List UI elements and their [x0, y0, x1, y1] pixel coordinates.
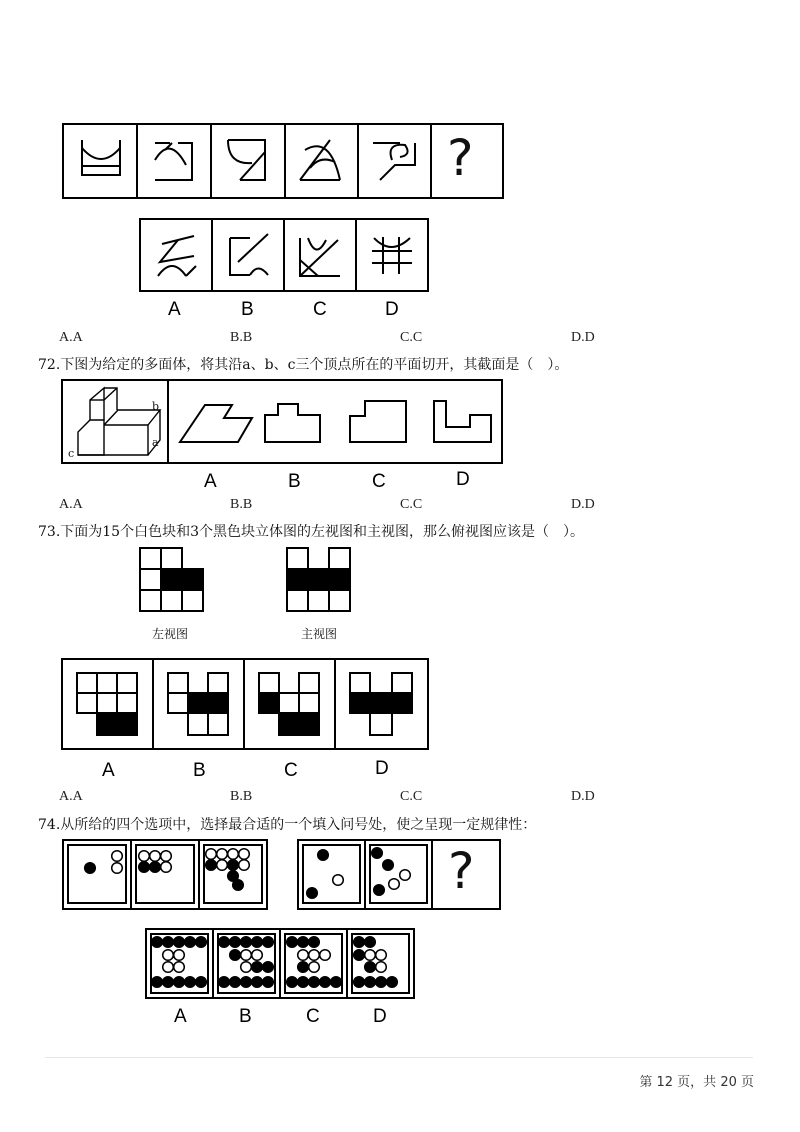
q72-answer-c[interactable]: C.C	[400, 497, 423, 512]
q73-question-text: 73.下面为15个白色块和3个黑色块立体图的左视图和主视图，那么俯视图应该是（ ）。	[38, 524, 584, 540]
q73-answer-d[interactable]: D.D	[571, 789, 595, 804]
q73-answer-b[interactable]: B.B	[230, 789, 253, 804]
q71-option-label-a: A	[168, 299, 181, 320]
q74-black-dot	[307, 888, 318, 899]
q74-black-dot	[219, 977, 230, 988]
footer-divider	[45, 1057, 753, 1058]
q74-black-dot	[320, 977, 331, 988]
q74-white-dot	[150, 851, 161, 862]
page-number: 第 12 页，共 20 页	[639, 1075, 754, 1090]
q72-answer-b[interactable]: B.B	[230, 497, 253, 512]
q71-answer-c[interactable]: C.C	[400, 330, 423, 345]
q74-white-dot	[320, 950, 331, 961]
q73-option-label-b: B	[193, 760, 206, 781]
q74-black-dot	[309, 977, 320, 988]
q74-white-dot	[112, 863, 123, 874]
q71-option-label-d: D	[385, 299, 399, 320]
q72-option-label-d: D	[456, 469, 470, 490]
q73-answer-a[interactable]: A.A	[59, 789, 83, 804]
q74-white-dot	[217, 860, 228, 871]
q74-black-dot	[233, 880, 244, 891]
q74-black-dot	[230, 950, 241, 961]
q74-white-dot	[365, 950, 376, 961]
q74-black-dot	[174, 977, 185, 988]
q74-black-dot	[374, 885, 385, 896]
q74-black-dot	[185, 937, 196, 948]
q74-white-dot	[228, 849, 239, 860]
q74-dots	[85, 848, 411, 988]
q71-answer-b[interactable]: B.B	[230, 330, 253, 345]
q72-vertex-c: c	[68, 447, 75, 460]
q72-option-label-a: A	[204, 471, 217, 492]
q74-white-dot	[217, 849, 228, 860]
q72-answer-a[interactable]: A.A	[59, 497, 83, 512]
q74-black-dot	[163, 977, 174, 988]
q74-black-dot	[150, 862, 161, 873]
q74-white-dot	[139, 851, 150, 862]
q74-black-dot	[263, 962, 274, 973]
q74-white-dot	[298, 950, 309, 961]
q74-black-dot	[196, 977, 207, 988]
q74-white-dot	[239, 849, 250, 860]
q74-black-dot	[252, 937, 263, 948]
q71-answer-d[interactable]: D.D	[571, 330, 595, 345]
q74-white-dot	[376, 962, 387, 973]
q74-white-dot	[163, 962, 174, 973]
q74-white-dot	[174, 950, 185, 961]
q74-black-dot	[185, 977, 196, 988]
q74-black-dot	[241, 977, 252, 988]
q74-white-dot	[163, 950, 174, 961]
q74-black-dot	[263, 937, 274, 948]
q74-black-dot	[331, 977, 342, 988]
q71-option-label-c: C	[313, 299, 327, 320]
q74-black-dot	[219, 937, 230, 948]
q74-black-dot	[383, 860, 394, 871]
q74-black-dot	[365, 977, 376, 988]
q74-black-dot	[309, 937, 320, 948]
q74-black-dot	[174, 937, 185, 948]
q74-black-dot	[263, 977, 274, 988]
q74-option-label-a: A	[174, 1006, 187, 1027]
q74-white-dot	[252, 950, 263, 961]
q74-black-dot	[365, 937, 376, 948]
q74-black-dot	[139, 862, 150, 873]
q74-black-dot	[152, 937, 163, 948]
q73-front-view-caption: 主视图	[301, 627, 338, 641]
q74-black-dot	[287, 937, 298, 948]
q74-white-dot	[389, 879, 400, 890]
q74-black-dot	[152, 977, 163, 988]
q74-question-mark: ?	[448, 842, 475, 900]
q74-black-dot	[230, 977, 241, 988]
q73-option-label-a: A	[102, 760, 115, 781]
q73-answer-c[interactable]: C.C	[400, 789, 423, 804]
q74-white-dot	[309, 950, 320, 961]
q74-black-dot	[163, 937, 174, 948]
q74-black-dot	[196, 937, 207, 948]
q74-white-dot	[241, 950, 252, 961]
q73-option-label-c: C	[284, 760, 298, 781]
q74-white-dot	[239, 860, 250, 871]
q74-white-dot	[206, 849, 217, 860]
q74-black-dot	[287, 977, 298, 988]
q73-left-view-caption: 左视图	[152, 627, 189, 641]
q74-option-label-b: B	[239, 1006, 252, 1027]
q73-option-label-d: D	[375, 758, 389, 779]
q74-black-dot	[241, 937, 252, 948]
q72-option-label-b: B	[288, 471, 301, 492]
q74-black-dot	[230, 937, 241, 948]
q74-white-dot	[333, 875, 344, 886]
q74-black-dot	[354, 950, 365, 961]
q72-option-label-c: C	[372, 471, 386, 492]
q71-answer-a[interactable]: A.A	[59, 330, 83, 345]
q74-black-dot	[372, 848, 383, 859]
q74-black-dot	[252, 962, 263, 973]
q74-black-dot	[365, 962, 376, 973]
q74-black-dot	[376, 977, 387, 988]
q71-question-mark: ?	[447, 129, 474, 187]
q72-vertex-a: a	[152, 436, 159, 449]
q74-black-dot	[354, 977, 365, 988]
q74-black-dot	[85, 863, 96, 874]
q74-black-dot	[206, 860, 217, 871]
q74-black-dot	[298, 937, 309, 948]
q74-white-dot	[112, 851, 123, 862]
q72-answer-d[interactable]: D.D	[571, 497, 595, 512]
q74-white-dot	[376, 950, 387, 961]
q72-question-text: 72.下图为给定的多面体，将其沿a、b、c三个顶点所在的平面切开，其截面是（ ）。	[38, 357, 569, 373]
q74-black-dot	[298, 977, 309, 988]
q74-black-dot	[228, 860, 239, 871]
q74-option-label-c: C	[306, 1006, 320, 1027]
q74-black-dot	[354, 937, 365, 948]
q71-option-label-b: B	[241, 299, 254, 320]
q74-black-dot	[298, 962, 309, 973]
q72-vertex-b: b	[152, 400, 160, 413]
q74-white-dot	[161, 862, 172, 873]
q74-black-dot	[252, 977, 263, 988]
q74-white-dot	[400, 870, 411, 881]
q74-black-dot	[387, 977, 398, 988]
q74-question-text: 74.从所给的四个选项中，选择最合适的一个填入问号处，使之呈现一定规律性：	[38, 817, 537, 833]
q74-white-dot	[309, 962, 320, 973]
q74-white-dot	[174, 962, 185, 973]
q74-white-dot	[241, 962, 252, 973]
q74-white-dot	[161, 851, 172, 862]
q74-black-dot	[318, 850, 329, 861]
q74-option-label-d: D	[373, 1006, 387, 1027]
